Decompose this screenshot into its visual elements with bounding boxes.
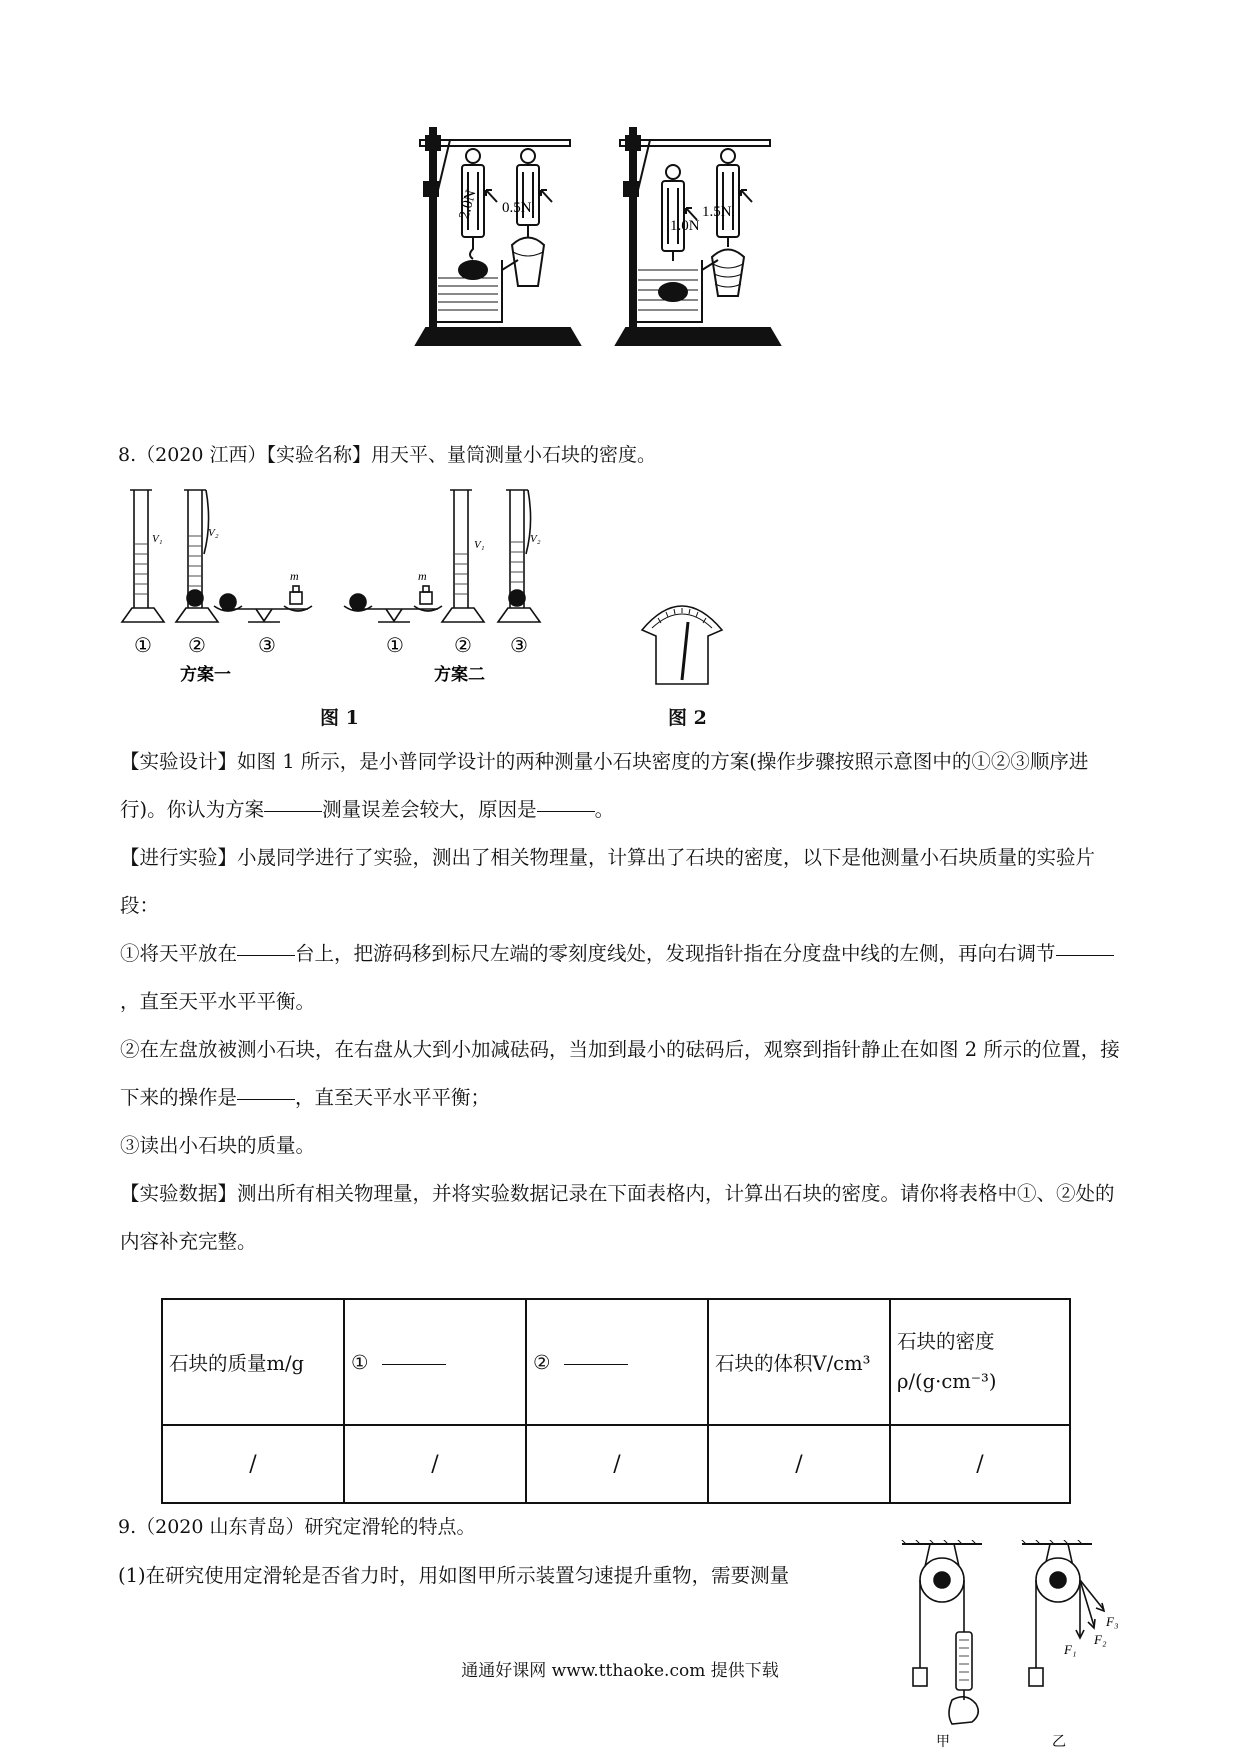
header-volume: 石块的体积V/cm³ [708, 1299, 890, 1425]
cell-mass: / [162, 1425, 344, 1503]
page-footer: 通通好课网 www.tthaoke.com 提供下载 [461, 1661, 779, 1681]
question-9-part-1: (1)在研究使用定滑轮是否省力时，用如图甲所示装置匀速提升重物，需要测量 [118, 1564, 790, 1587]
answer-blank-reason[interactable] [537, 810, 595, 812]
experiment-design-paragraph [120, 738, 1130, 834]
graduated-cylinder-with-stone-icon [176, 490, 218, 622]
cell-blank-2: / [526, 1425, 708, 1503]
answer-blank-table[interactable] [237, 954, 295, 956]
answer-blank-plan[interactable] [264, 810, 322, 812]
question-8-body [120, 738, 1130, 1266]
label-v1: V₁ [152, 533, 163, 545]
table-row [162, 1425, 1070, 1503]
balance-scale-icon [214, 586, 312, 622]
step-3-label-2: ③ [510, 635, 528, 657]
answer-blank-adjust[interactable] [1056, 954, 1114, 956]
cell-density: / [890, 1425, 1070, 1503]
design-end-text: 。 [594, 798, 615, 821]
step-1-text-a: ①将天平放在 [120, 942, 238, 965]
cell-blank-1: / [344, 1425, 526, 1503]
header-mass: 石块的质量m/g [162, 1299, 344, 1425]
scale-reading-1: 2.0N [456, 188, 480, 222]
figure-1-measurement-plans [118, 484, 608, 684]
label-v2-2: V₂ [530, 533, 541, 545]
table-header-row [162, 1299, 1070, 1425]
figure-2-caption: 图 2 [668, 707, 707, 729]
label-f1: F₁ [1064, 1642, 1077, 1657]
answer-blank-operation[interactable] [237, 1098, 295, 1100]
label-v2: V₂ [208, 527, 219, 539]
label-f2: F₂ [1094, 1632, 1107, 1647]
cell-volume: / [708, 1425, 890, 1503]
question-8-title: 8.（2020 江西）【实验名称】用天平、量筒测量小石块的密度。 [118, 444, 657, 466]
step-2-label-2: ② [454, 635, 472, 657]
step-3-label: ③ [258, 635, 276, 657]
step-2-text-b: ，直至天平水平平衡； [295, 1086, 491, 1109]
experiment-intro-paragraph: 【进行实验】小晟同学进行了实验，测出了相关物理量，计算出了石块的密度，以下是他测量小石块质量的实验片段： [120, 846, 1096, 917]
graduated-cylinder-icon [122, 490, 164, 622]
step-2-paragraph [120, 1026, 1130, 1122]
experiment-data-paragraph: 【实验数据】测出所有相关物理量，并将实验数据记录在下面表格内，计算出石块的密度。请你将表格中①、②处的内容补充完整。 [120, 1182, 1115, 1253]
label-yi: 乙 [1052, 1735, 1066, 1750]
plan-1-label: 方案一 [180, 665, 231, 684]
scale-reading-4: 1.5N [702, 204, 732, 220]
step-2-label: ② [188, 635, 206, 657]
figure-1-caption: 图 1 [320, 707, 359, 729]
figure-2-balance-pointer [632, 592, 732, 688]
step-3-paragraph: ③读出小石块的质量。 [120, 1134, 316, 1157]
header-density: 石块的密度ρ/(g·cm⁻³) [890, 1299, 1070, 1425]
header-blank-2[interactable]: ② [526, 1299, 708, 1425]
header-blank-1[interactable]: ① [344, 1299, 526, 1425]
label-f3: F₃ [1106, 1614, 1119, 1629]
apparatus-left [416, 128, 580, 345]
balance-scale-icon-2 [344, 586, 442, 622]
label-jia: 甲 [936, 1735, 950, 1750]
step-2-text-a: ②在左盘放被测小石块，在右盘从大到小加减砝码，当加到最小的砝码后，观察到指针静止在如图 2 所示的位置，接下来的操作是 [120, 1038, 1120, 1109]
apparatus-right [616, 128, 780, 345]
pulley-figure [892, 1540, 1132, 1754]
step-1-label-2: ① [386, 635, 404, 657]
step-1-label: ① [134, 635, 152, 657]
graduated-cylinder-icon-2 [442, 490, 484, 622]
step-1-text-c: ，直至天平水平平衡。 [120, 990, 316, 1013]
label-m-2: m [418, 569, 427, 583]
data-table [161, 1298, 1071, 1504]
scale-reading-3: 1.0N [670, 218, 700, 234]
fixed-pulley-jia-icon [900, 1540, 982, 1724]
step-1-paragraph [120, 930, 1130, 1026]
scale-reading-2: 0.5N [502, 200, 532, 216]
design-mid-text: 测量误差会较大，原因是 [322, 798, 537, 821]
buoyancy-experiment-figure [400, 120, 840, 365]
design-text: 【实验设计】如图 1 所示，是小普同学设计的两种测量小石块密度的方案(操作步骤按照示意图中的①②③顺序进行)。你认为方案 [120, 750, 1089, 821]
label-v1-2: V₁ [474, 539, 485, 551]
graduated-cylinder-with-stone-icon-2 [498, 490, 540, 622]
step-1-text-b: 台上，把游码移到标尺左端的零刻度线处，发现指针指在分度盘中线的左侧，再向右调节 [295, 942, 1056, 965]
question-9-title: 9.（2020 山东青岛）研究定滑轮的特点。 [118, 1516, 476, 1538]
plan-2-label: 方案二 [434, 665, 485, 684]
label-m: m [290, 569, 299, 583]
